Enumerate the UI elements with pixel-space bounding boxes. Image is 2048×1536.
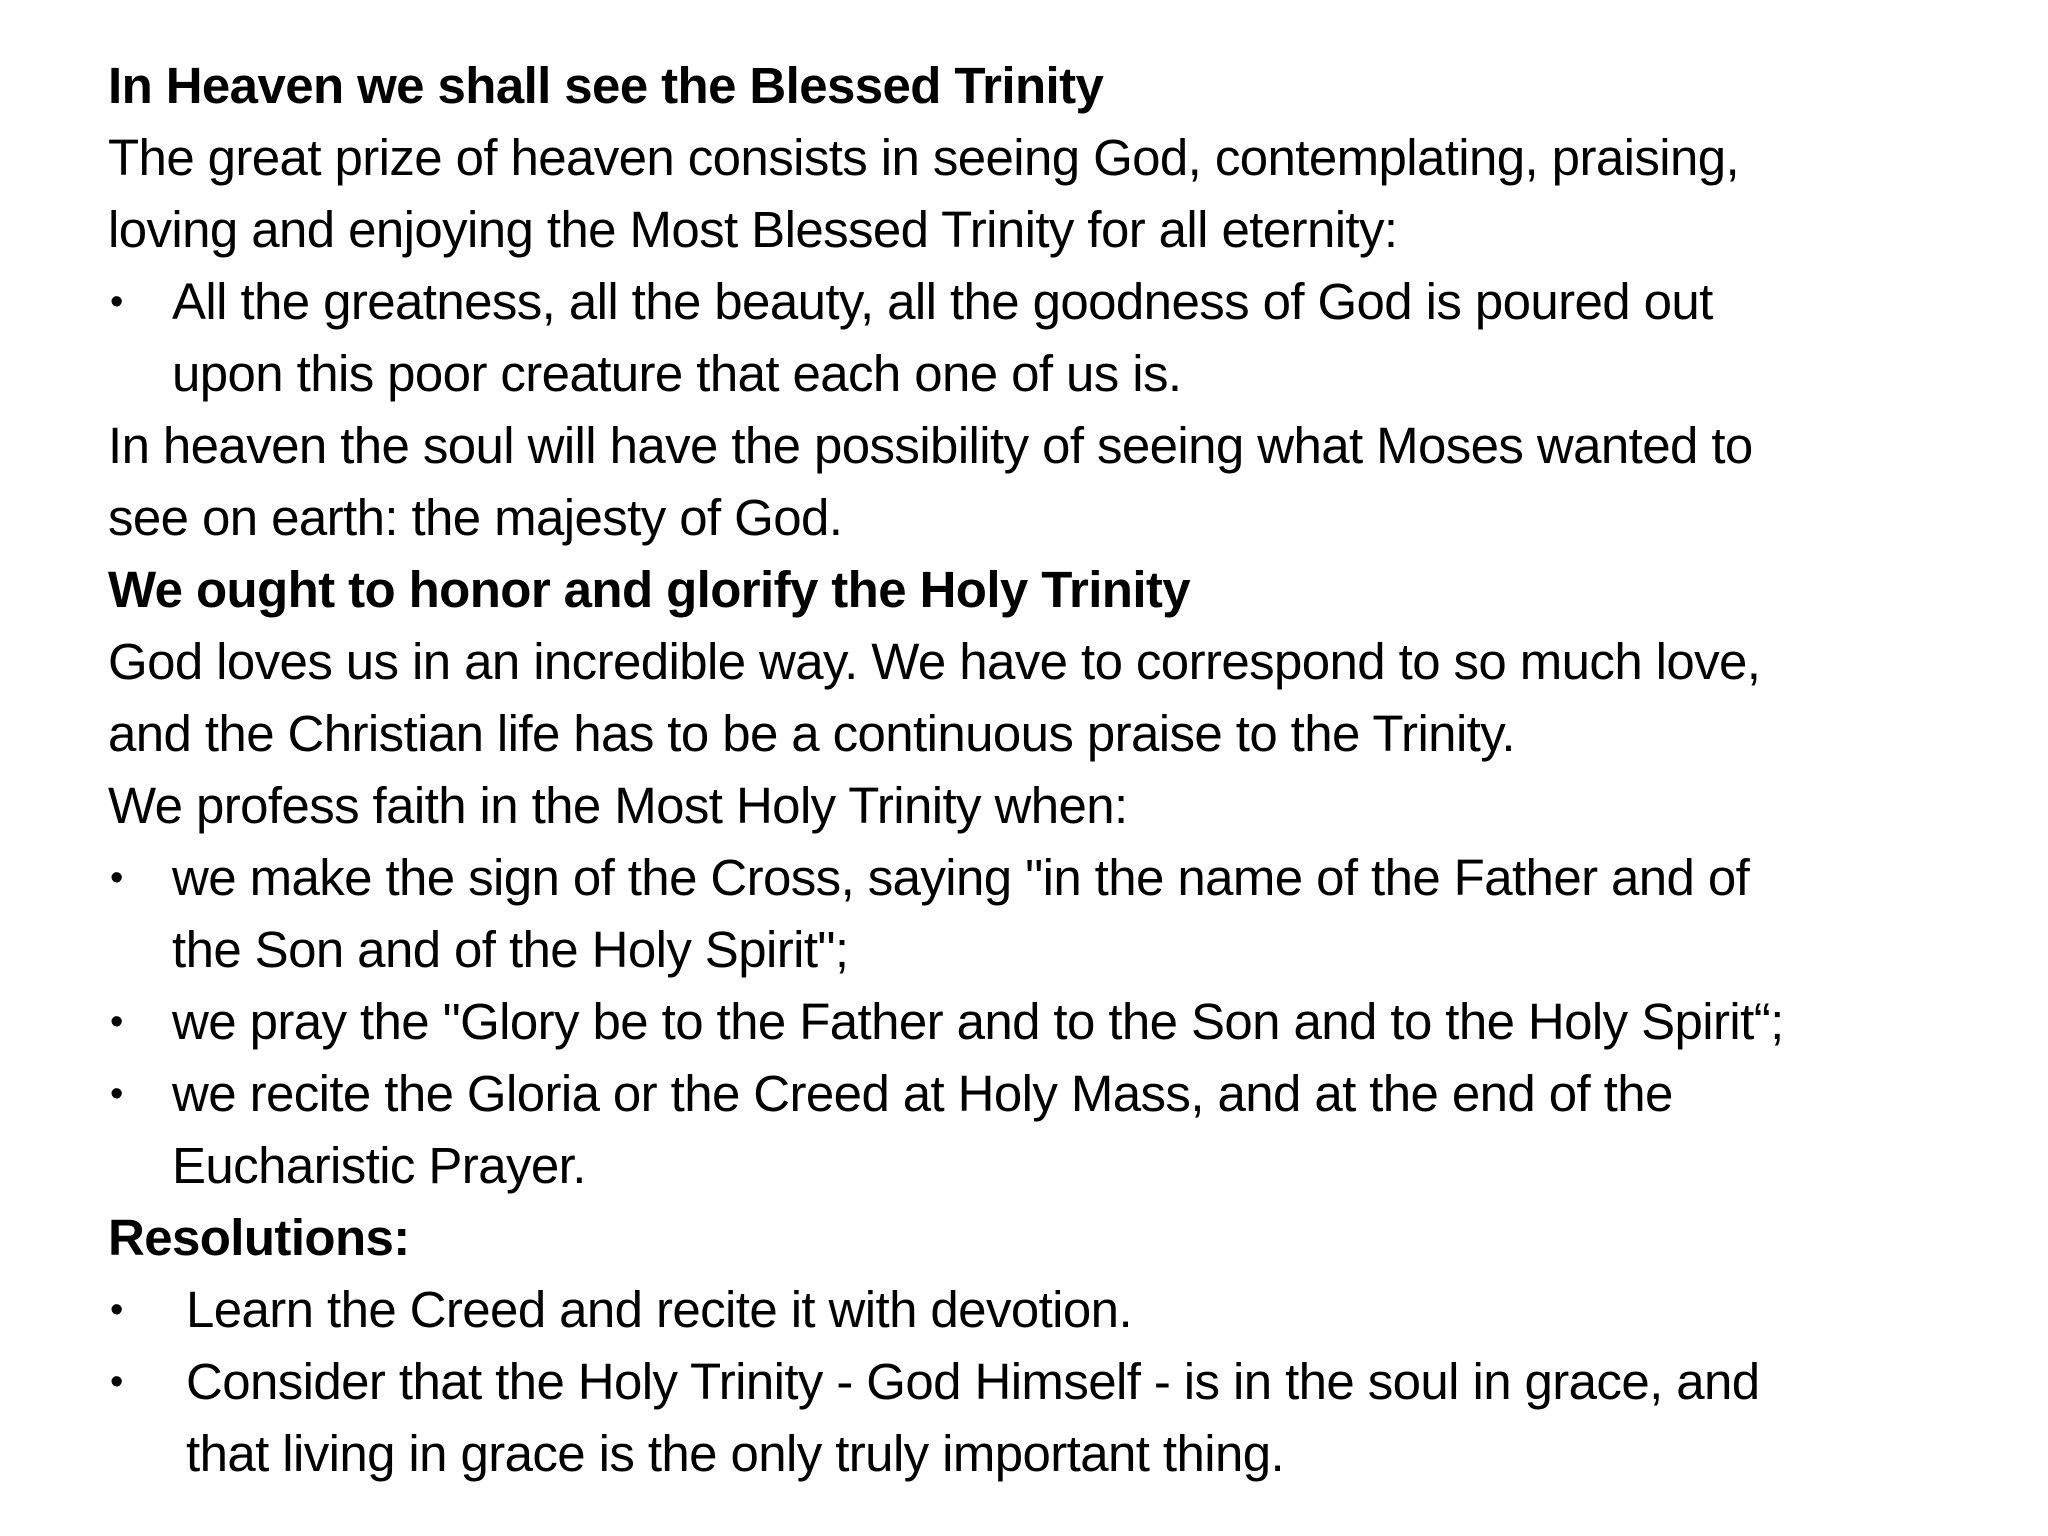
- bullet-text-line: Consider that the Holy Trinity - God Himself - is in the soul in grace, and: [186, 1353, 1760, 1410]
- bullet-list-resolutions: [108, 1274, 2008, 1490]
- bullet-text-line: Eucharistic Prayer.: [172, 1137, 586, 1194]
- heading-resolutions: Resolutions:: [108, 1209, 410, 1266]
- bullet-item: [108, 842, 2008, 986]
- bullet-icon: •: [110, 1073, 123, 1115]
- bullet-item: [108, 266, 2008, 410]
- bullet-text-line: All the greatness, all the beauty, all the goodness of God is poured out: [172, 273, 1713, 330]
- bullet-icon: •: [110, 1001, 123, 1043]
- bullet-item: [108, 1058, 2008, 1202]
- bullet-list-profess: [108, 842, 2008, 1202]
- paragraph-line: The great prize of heaven consists in seeing God, contemplating, praising,: [108, 129, 1740, 186]
- slide-content: [108, 50, 2008, 1490]
- bullet-icon: •: [110, 1289, 123, 1331]
- bullet-text-line: we recite the Gloria or the Creed at Holy Mass, and at the end of the: [172, 1065, 1673, 1122]
- paragraph-line: God loves us in an incredible way. We have to correspond to so much love,: [108, 633, 1761, 690]
- bullet-text-line: upon this poor creature that each one of us is.: [172, 345, 1182, 402]
- bullet-text-line: we pray the "Glory be to the Father and to the Son and to the Holy Spirit“;: [172, 993, 1784, 1050]
- paragraph-line: and the Christian life has to be a continuous praise to the Trinity.: [108, 705, 1515, 762]
- bullet-item: [108, 1274, 2008, 1346]
- heading-honor-trinity: We ought to honor and glorify the Holy Trinity: [108, 561, 1191, 618]
- bullet-icon: •: [110, 857, 123, 899]
- bullet-text-line: the Son and of the Holy Spirit";: [172, 921, 849, 978]
- paragraph-line: In heaven the soul will have the possibility of seeing what Moses wanted to: [108, 417, 1753, 474]
- heading-heaven-trinity: In Heaven we shall see the Blessed Trinity: [108, 57, 1104, 114]
- profess-intro: We profess faith in the Most Holy Trinity when:: [108, 777, 1128, 834]
- bullet-item: [108, 1346, 2008, 1490]
- paragraph-line: loving and enjoying the Most Blessed Trinity for all eternity:: [108, 201, 1398, 258]
- bullet-list-greatness: [108, 266, 2008, 410]
- bullet-text-line: Learn the Creed and recite it with devotion.: [186, 1281, 1133, 1338]
- bullet-text-line: that living in grace is the only truly important thing.: [186, 1425, 1285, 1482]
- bullet-text-line: we make the sign of the Cross, saying "in the name of the Father and of: [172, 849, 1750, 906]
- bullet-icon: •: [110, 1361, 123, 1403]
- bullet-icon: •: [110, 281, 123, 323]
- bullet-item: [108, 986, 2008, 1058]
- paragraph-line: see on earth: the majesty of God.: [108, 489, 843, 546]
